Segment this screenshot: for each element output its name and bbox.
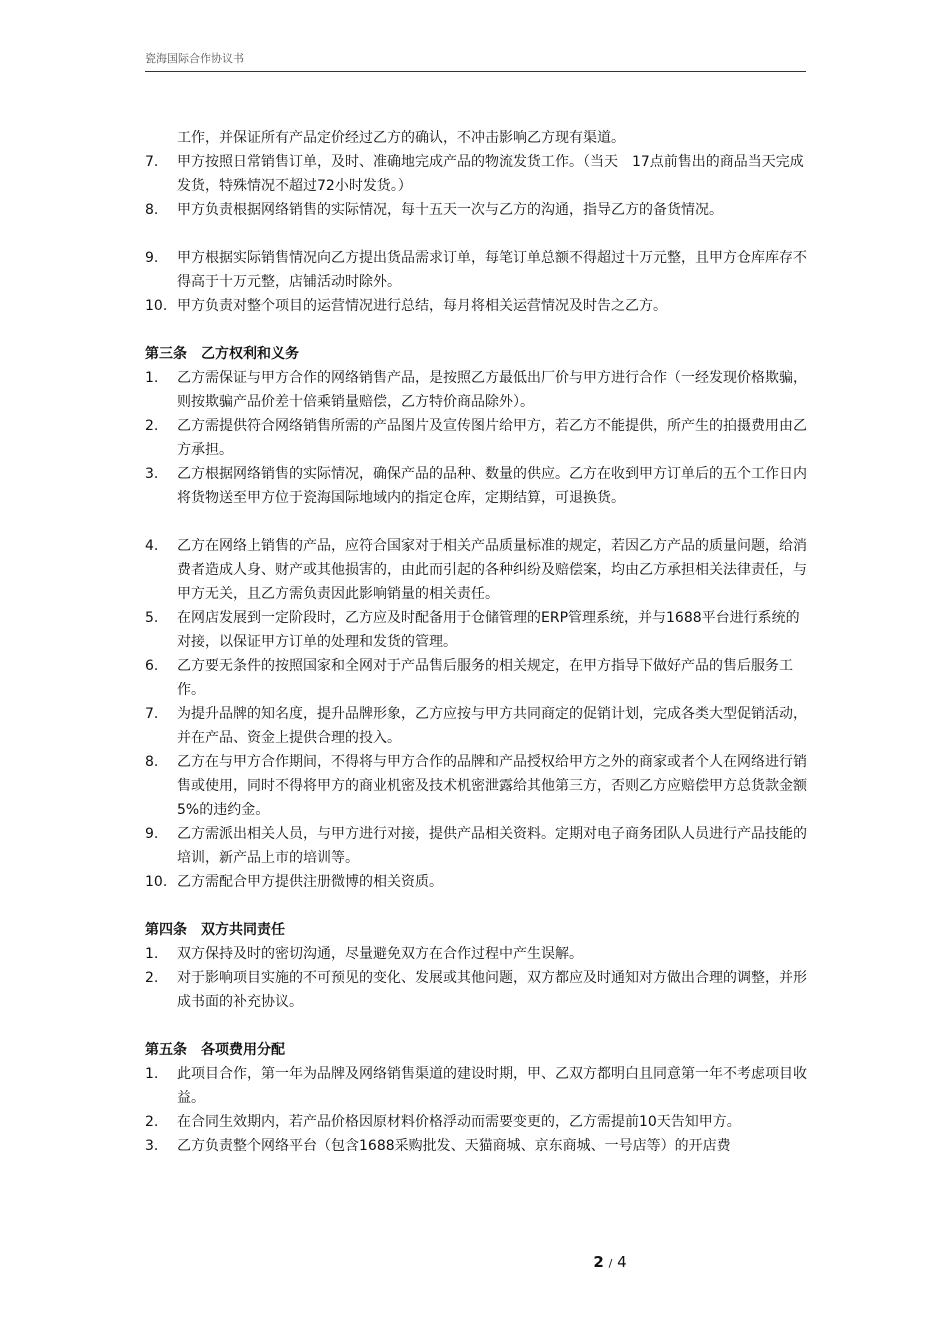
item-text: 乙方需配合甲方提供注册微博的相关资质。 (177, 874, 443, 890)
list-item (145, 198, 813, 222)
item-number: 1. (145, 946, 159, 962)
item-number: 10. (145, 298, 168, 314)
item-number: 1. (145, 370, 159, 386)
list-item (145, 702, 813, 750)
item-text: 甲方负责根据网络销售的实际情况，每十五天一次与乙方的沟通，指导乙方的备货情况。 (177, 202, 723, 218)
item-text: 乙方根据网络销售的实际情况，确保产品的品种、数量的供应。乙方在收到甲方订单后的五个工作日内将货物送至甲方位于瓷海国际地域内的指定仓库，定期结算，可退换货。 (177, 466, 807, 506)
article-heading: 第四条 双方共同责任 (145, 922, 285, 938)
spacer (145, 222, 813, 246)
page-header (145, 50, 806, 72)
spacer (145, 894, 813, 918)
item-text: 在网店发展到一定阶段时，乙方应及时配备用于仓储管理的ERP管理系统，并与1688平台进行系统的对接，以保证甲方订单的处理和发货的管理。 (177, 610, 800, 650)
continuation-text: 工作，并保证所有产品定价经过乙方的确认，不冲击影响乙方现有渠道。 (177, 130, 625, 146)
spacer (145, 510, 813, 534)
spacer (145, 1014, 813, 1038)
list-item (145, 246, 813, 294)
item-number: 1. (145, 1066, 159, 1082)
list-item (145, 822, 813, 870)
item-text: 乙方在网络上销售的产品，应符合国家对于相关产品质量标准的规定，若因乙方产品的质量问题，给消费者造成人身、财产或其他损害的，由此而引起的各种纠纷及赔偿案，均由乙方承担相关法律责任，与甲方无关，且乙方需负责因此影响销量的相关责任。 (177, 538, 807, 602)
item-text: 乙方需派出相关人员，与甲方进行对接，提供产品相关资料。定期对电子商务团队人员进行产品技能的培训，新产品上市的培训等。 (177, 826, 807, 866)
item-number: 2. (145, 1114, 159, 1130)
item-text: 双方保持及时的密切沟通，尽量避免双方在合作过程中产生误解。 (177, 946, 583, 962)
spacer (145, 318, 813, 342)
list-item (145, 462, 813, 510)
list-item (145, 150, 813, 198)
list-item (145, 870, 813, 894)
total-pages: 4 (617, 1253, 627, 1271)
item-number: 2. (145, 970, 159, 986)
list-item (145, 1134, 813, 1158)
item-number: 7. (145, 154, 159, 170)
item-number: 10. (145, 874, 168, 890)
item-text: 对于影响项目实施的不可预见的变化、发展或其他问题，双方都应及时通知对方做出合理的调整，并形成书面的补充协议。 (177, 970, 807, 1010)
item-text: 为提升品牌的知名度，提升品牌形象，乙方应按与甲方共同商定的促销计划，完成各类大型促销活动，并在产品、资金上提供合理的投入。 (177, 706, 807, 746)
item-text: 在合同生效期内，若产品价格因原材料价格浮动而需要变更的，乙方需提前10天告知甲方。 (177, 1114, 741, 1130)
current-page: 2 (593, 1253, 604, 1271)
article-heading: 第三条 乙方权利和义务 (145, 346, 299, 362)
item-number: 4. (145, 538, 159, 554)
list-item (145, 942, 813, 966)
item-text: 乙方负责整个网络平台（包含1688采购批发、天猫商城、京东商城、一号店等）的开店费 (177, 1138, 731, 1154)
item-number: 7. (145, 706, 159, 722)
list-item (145, 966, 813, 1014)
list-item (145, 294, 813, 318)
item-text: 甲方根据实际销售情况向乙方提出货品需求订单，每笔订单总额不得超过十万元整，且甲方仓库库存不得高于十万元整，店铺活动时除外。 (177, 250, 807, 290)
list-item (145, 654, 813, 702)
article-heading: 第五条 各项费用分配 (145, 1042, 285, 1058)
list-item (145, 750, 813, 822)
item-text: 乙方在与甲方合作期间，不得将与甲方合作的品牌和产品授权给甲方之外的商家或者个人在网络进行销售或使用，同时不得将甲方的商业机密及技术机密泄露给其他第三方，否则乙方应赔偿甲方总货款金额5%的违约金。 (177, 754, 807, 818)
list-item (145, 534, 813, 606)
item-number: 8. (145, 754, 159, 770)
item-number: 8. (145, 202, 159, 218)
item-text: 甲方负责对整个项目的运营情况进行总结，每月将相关运营情况及时告之乙方。 (177, 298, 667, 314)
item-number: 9. (145, 826, 159, 842)
item-number: 9. (145, 250, 159, 266)
item-number: 3. (145, 1138, 159, 1154)
page-number (580, 1253, 640, 1271)
item-text: 乙方需保证与甲方合作的网络销售产品，是按照乙方最低出厂价与甲方进行合作（一经发现价格欺骗，则按欺骗产品价差十倍乘销量赔偿，乙方特价商品除外）。 (177, 370, 807, 410)
item-text: 乙方需提供符合网络销售所需的产品图片及宣传图片给甲方，若乙方不能提供，所产生的拍摄费用由乙方承担。 (177, 418, 807, 458)
item-text: 甲方按照日常销售订单，及时、准确地完成产品的物流发货工作。（当天 17点前售出的商品当天完成发货，特殊情况不超过72小时发货。） (177, 154, 804, 194)
document-title: 瓷海国际合作协议书 (145, 52, 244, 65)
item-number: 2. (145, 418, 159, 434)
page-separator: / (608, 1257, 613, 1270)
list-item (145, 1062, 813, 1110)
item-text: 此项目合作，第一年为品牌及网络销售渠道的建设时期，甲、乙双方都明白且同意第一年不考虑项目收益。 (177, 1066, 807, 1106)
list-item (145, 366, 813, 414)
item-number: 5. (145, 610, 159, 626)
document-body (145, 126, 813, 1158)
item-number: 3. (145, 466, 159, 482)
list-item (145, 1110, 813, 1134)
item-text: 乙方要无条件的按照国家和全网对于产品售后服务的相关规定，在甲方指导下做好产品的售后服务工作。 (177, 658, 793, 698)
item-number: 6. (145, 658, 159, 674)
list-item (145, 414, 813, 462)
list-item (145, 606, 813, 654)
